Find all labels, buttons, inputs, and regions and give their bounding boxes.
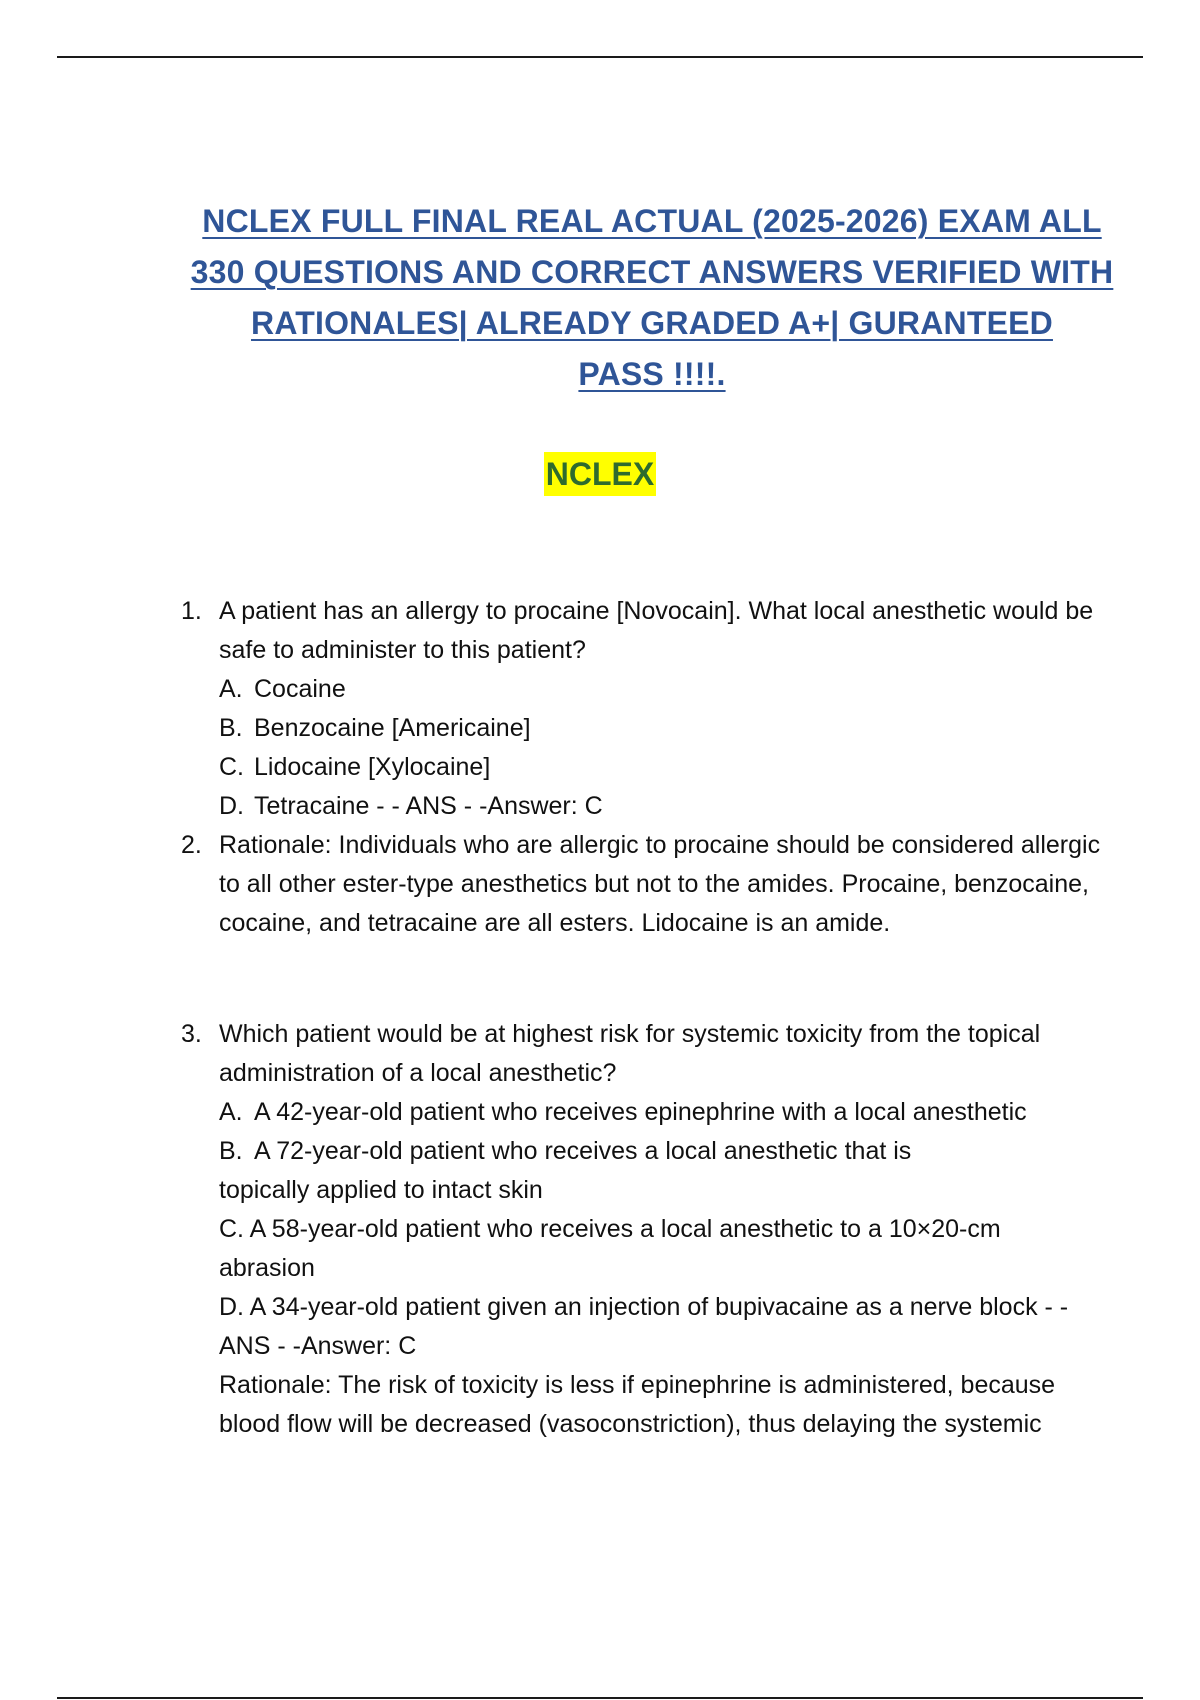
title-line: RATIONALES| ALREADY GRADED A+| GURANTEED [251, 305, 1053, 341]
option-text: Lidocaine [Xylocaine] [254, 753, 491, 781]
answer-option [181, 670, 1101, 709]
question-item [181, 592, 1101, 670]
rationale-text: Rationale: Individuals who are allergic to procaine should be considered allergic to all other ester-type anesthetics but not to the amides. Procaine, benzocaine, cocaine, and tetracaine are all esters. Lidocaine is an amide. [219, 831, 1101, 937]
option-text: Cocaine [254, 675, 346, 703]
option-text: A 42-year-old patient who receives epinephrine with a local anesthetic [254, 1098, 1027, 1126]
option-letter: A. [219, 1098, 243, 1126]
question-item [181, 1015, 1101, 1093]
answer-option [181, 1093, 1101, 1132]
option-letter: D. [219, 792, 244, 820]
option-text: Benzocaine [Americaine] [254, 714, 531, 742]
option-letter: C. [219, 753, 244, 781]
answer-option [181, 748, 1101, 787]
answer-option [181, 709, 1101, 748]
item-number: 1. [181, 597, 202, 625]
answer-option [181, 1132, 1101, 1171]
option-letter: A. [219, 675, 243, 703]
question-list [181, 592, 1101, 1444]
rationale-text: Rationale: The risk of toxicity is less if epinephrine is administered, because blood flow will be decreased (vasoconstriction), thus delaying the systemic [219, 1371, 1056, 1438]
nclex-badge: NCLEX [544, 452, 656, 496]
badge-wrap [0, 452, 1200, 496]
option-text: Tetracaine - - ANS - -Answer: C [254, 792, 603, 820]
answer-option-d: D. A 34-year-old patient given an injection of bupivacaine as a nerve block - - ANS - -Answer: C [219, 1293, 1069, 1360]
rationale-item [181, 826, 1101, 943]
continuation-text: topically applied to intact skin [219, 1176, 543, 1204]
answer-option-c: C. A 58-year-old patient who receives a local anesthetic to a 10×20-cm abrasion [219, 1215, 1001, 1282]
question-text: A patient has an allergy to procaine [Novocain]. What local anesthetic would be safe to administer to this patient? [219, 597, 1094, 664]
top-rule [57, 56, 1143, 58]
item-number: 2. [181, 831, 202, 859]
option-letter: B. [219, 714, 243, 742]
title-line: 330 QUESTIONS AND CORRECT ANSWERS VERIFIED WITH [190, 254, 1114, 290]
document-title [190, 196, 1114, 400]
question-text: Which patient would be at highest risk for systemic toxicity from the topical administration of a local anesthetic? [219, 1020, 1041, 1087]
bottom-rule [57, 1697, 1143, 1699]
title-line: NCLEX FULL FINAL REAL ACTUAL (2025-2026) EXAM ALL [202, 203, 1102, 239]
answer-option [181, 787, 1101, 826]
item-number: 3. [181, 1020, 202, 1048]
title-line: PASS !!!!. [578, 356, 726, 392]
option-text: A 72-year-old patient who receives a local anesthetic that is [254, 1137, 912, 1165]
option-letter: B. [219, 1137, 243, 1165]
spacer [181, 943, 1101, 1015]
